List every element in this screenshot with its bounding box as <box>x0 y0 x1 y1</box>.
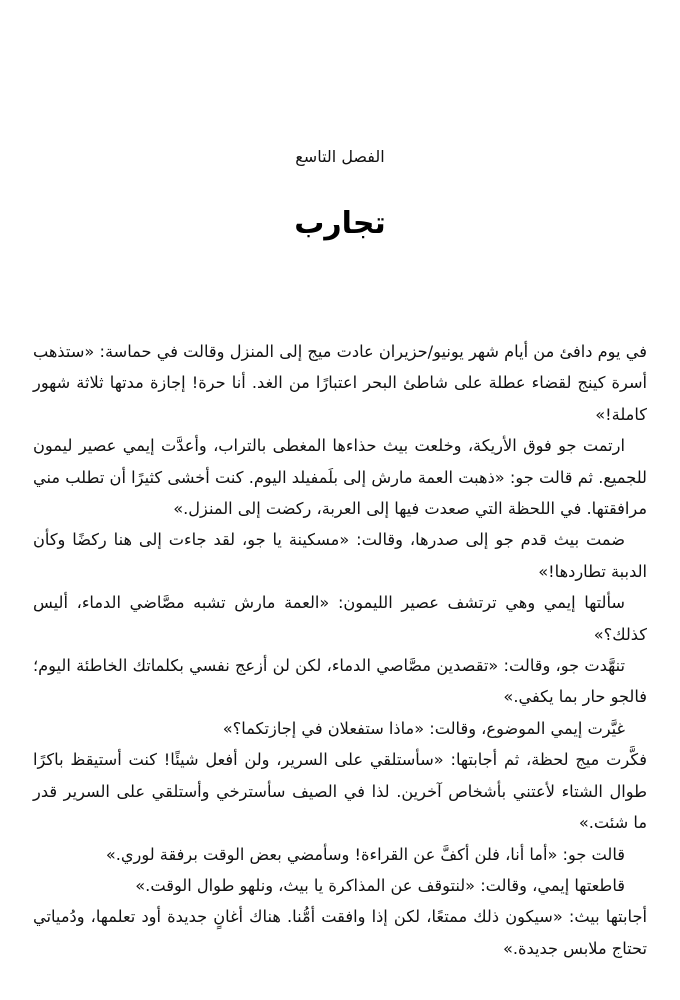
paragraph: ارتمت جو فوق الأريكة، وخلعت بيث حذاءها المغطى بالتراب، وأعدَّت إيمي عصير ليمون للجميع. ثم قالت جو: «ذهبت العمة مارش إلى بلَمفيلد اليوم. كنت أخشى كثيرًا أن تطلب مني مرافقتها. في اللحظة التي صعدت فيها إلى العربة، ركضت إلى المنزل.» <box>33 436 647 519</box>
chapter-number: الفصل التاسع <box>295 147 385 166</box>
paragraph: تنهَّدت جو، وقالت: «تقصدين مصَّاصي الدماء، لكن لن أزعج نفسي بكلماتك الخاطئة اليوم؛ فالجو حار بما يكفي.» <box>33 656 647 707</box>
paragraph: في يوم دافئ من أيام شهر يونيو/حزيران عادت ميج إلى المنزل وقالت في حماسة: «ستذهب أسرة كينج لقضاء عطلة على شاطئ البحر اعتبارًا من الغد. أنا حرة! إجازة مدتها ثلاثة شهور كاملة!» <box>33 342 647 424</box>
chapter-title: تجارب <box>294 206 386 241</box>
paragraph: فكَّرت ميج لحظة، ثم أجابتها: «سأستلقي على السرير، ولن أفعل شيئًا! كنت أستيقظ باكرًا طوال الشتاء لأعتني بأشخاص آخرين. لذا في الصيف سأسترخي وأستلقي على السرير قدر ما شئت.» <box>33 750 647 833</box>
paragraph: قالت جو: «أما أنا، فلن أكفَّ عن القراءة! وسأمضي بعض الوقت برفقة لوري.» <box>105 844 625 864</box>
paragraph: قاطعتها إيمي، وقالت: «لنتوقف عن المذاكرة يا بيث، ونلهو طوال الوقت.» <box>135 875 625 895</box>
body-text <box>33 336 647 964</box>
paragraph: أجابتها بيث: «سيكون ذلك ممتعًا، لكن إذا وافقت أمُّنا. هناك أغانٍ جديدة أود تعلمها، ودُمياتي تحتاج ملابس جديدة.» <box>33 907 647 958</box>
paragraph: ضمت بيث قدم جو إلى صدرها، وقالت: «مسكينة يا جو، لقد جاءت إلى هنا ركضًا وكأن الدببة تطاردها!» <box>33 530 647 581</box>
paragraph: سألتها إيمي وهي ترتشف عصير الليمون: «العمة مارش تشبه مصَّاضي الدماء، أليس كذلك؟» <box>33 593 647 644</box>
paragraph: غيَّرت إيمي الموضوع، وقالت: «ماذا ستفعلان في إجازتكما؟» <box>222 718 625 738</box>
